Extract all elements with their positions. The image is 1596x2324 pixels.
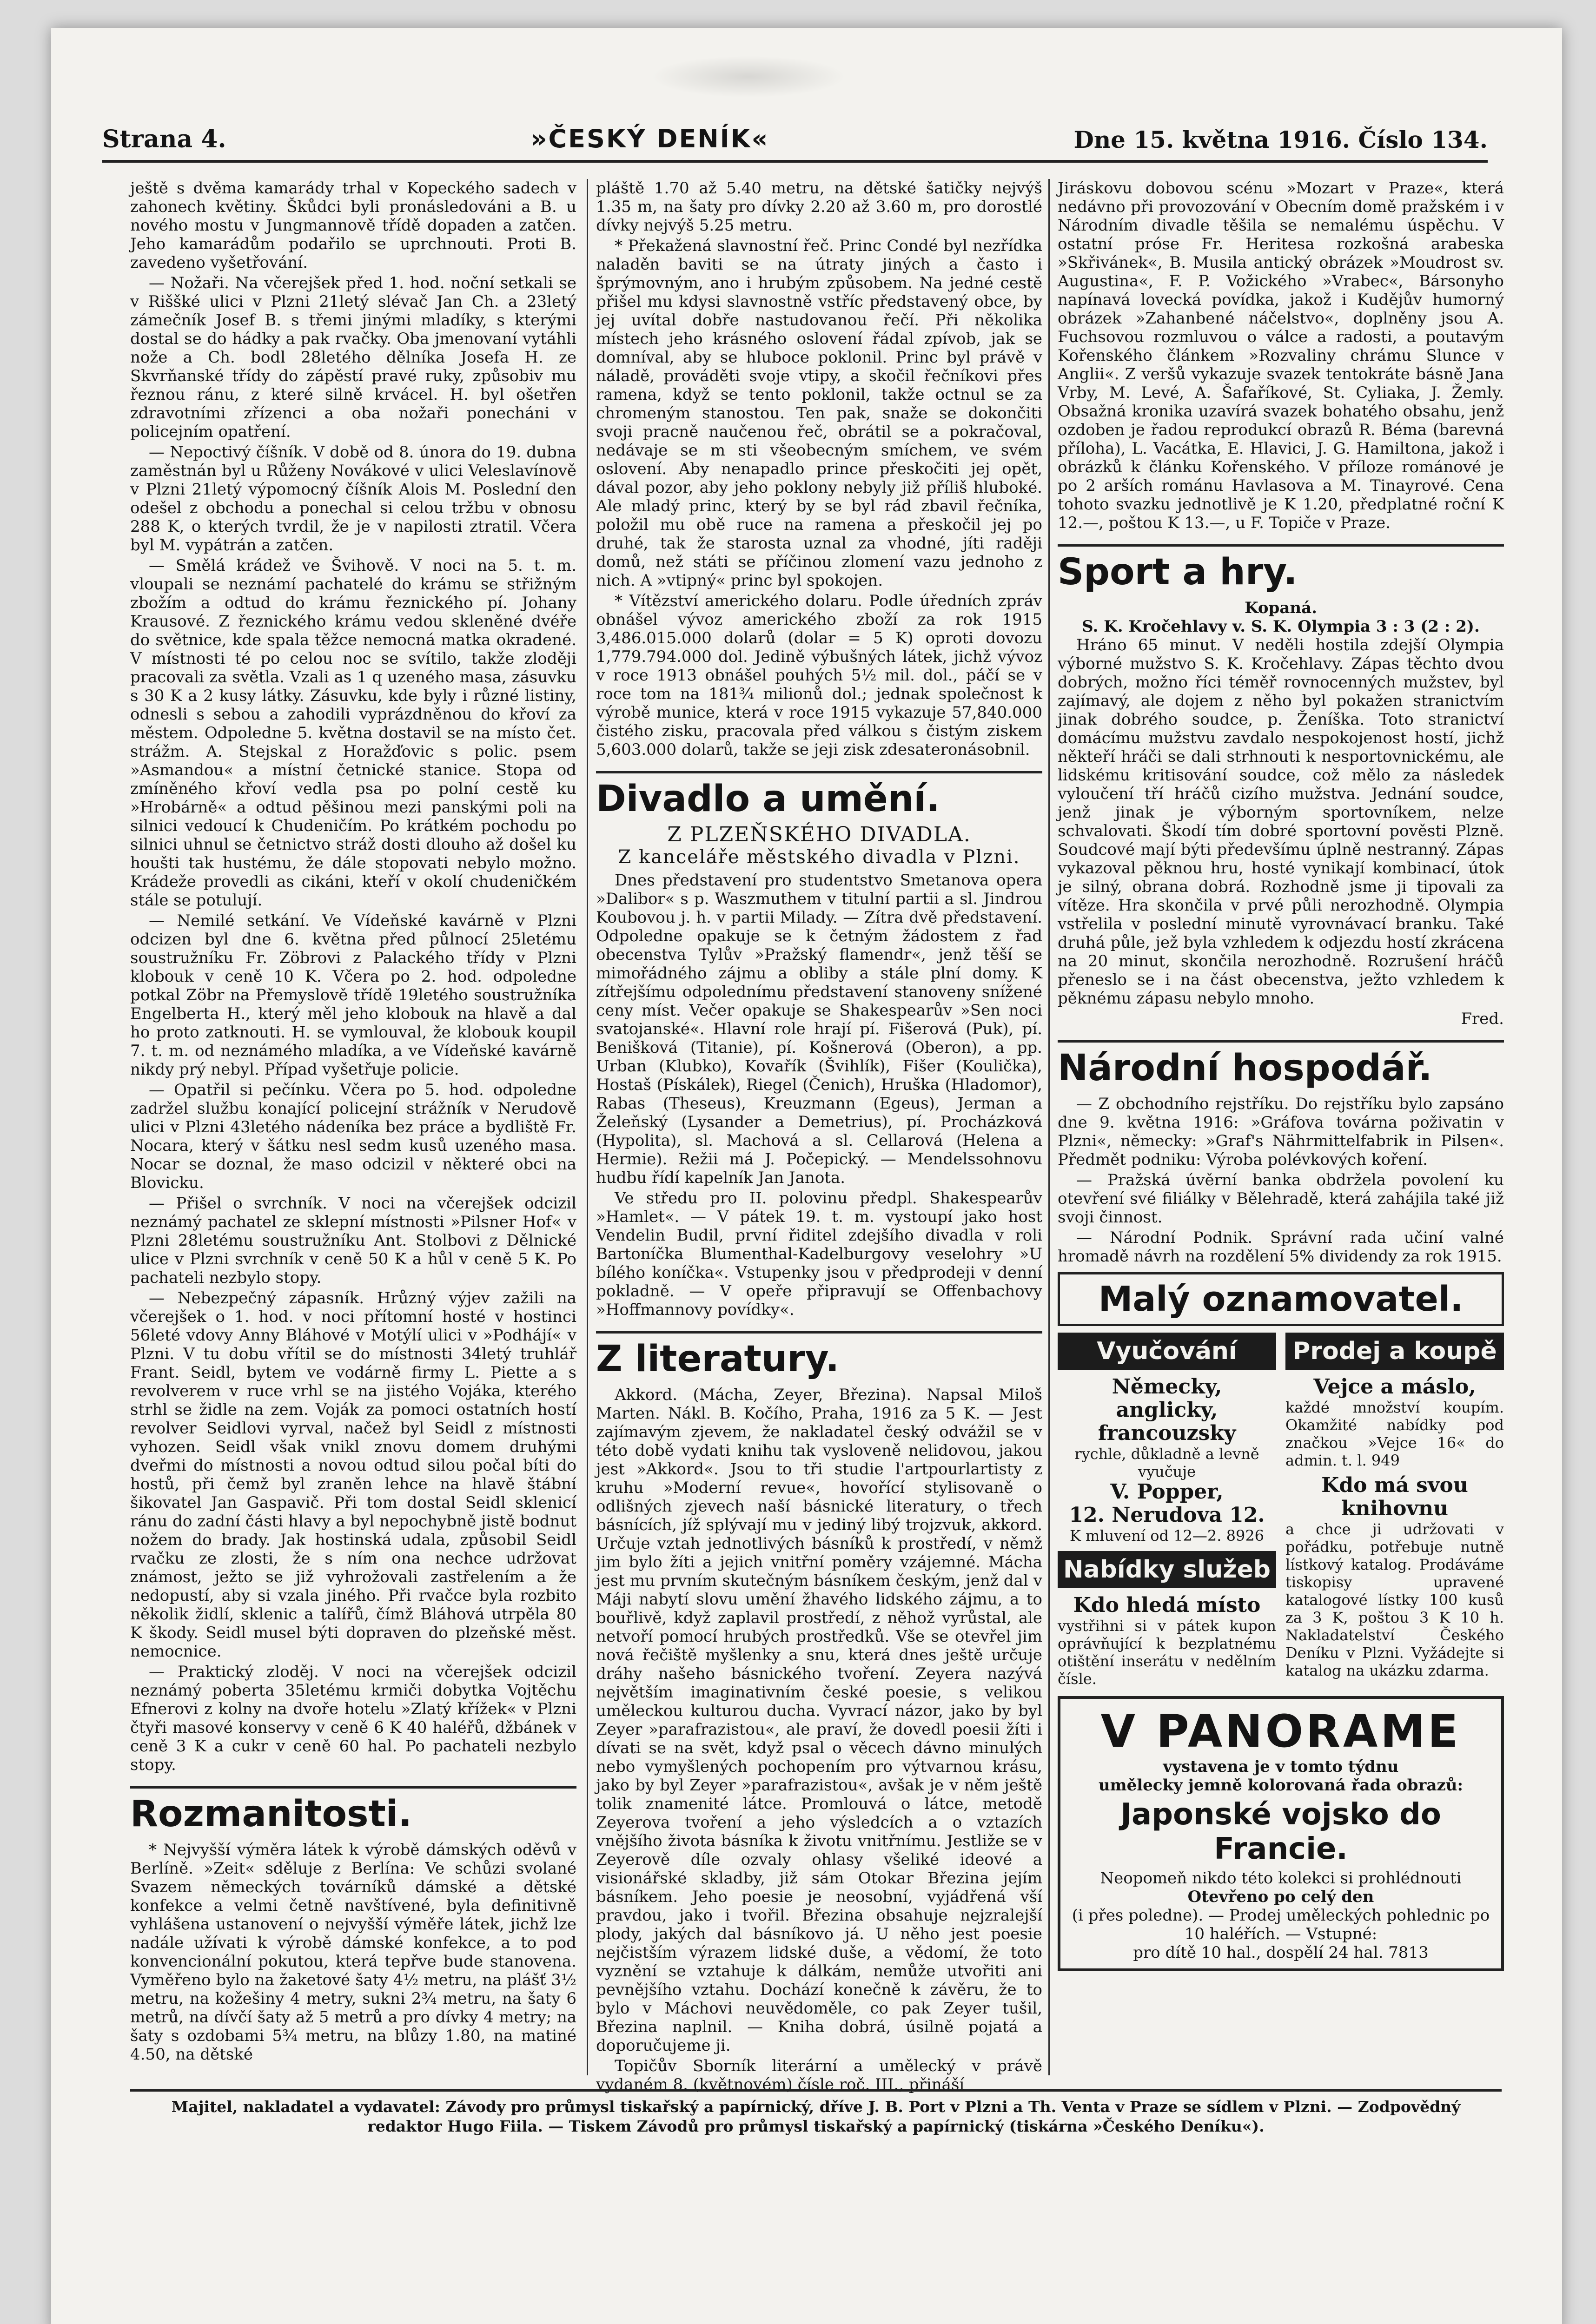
article-divadlo-streda: Ve středu pro II. polovinu předpl. Shakespearův »Hamlet«. — V pátek 19. t. m. vystoupí jako host Vendelin Budil, první řiditel zdejšího divadla v roli Bartoníčka Blumenthal-Kadelburgovy veselohry »U bílého koníčka«. Vstupenky jsou v předprodeji v denní pokladně. — V opeře připravují se Offenbachovy »Hoffmannovy povídky«. xyxy=(596,1189,1042,1319)
article-paragraph: ještě s dvěma kamarády trhal v Kopeckého sadech v zahonech květiny. Škůdci byli pronásledováni a B. u nového mostu v Jungmannově třídě dopaden a zatčen. Jeho kamarádům podařilo se uprchnouti. Proti B. zavedeno vyšetřování. xyxy=(130,179,576,272)
article-prisel-o-svrchnik: — Přišel o svrchník. V noci na včerejšek odcizil neznámý pachatel ze sklepní místnosti »Pilsner Hof« v Plzni 28letému soustružníku Ant. Stolbovi z Dělnické ulice v Plzni svrchník v ceně 50 K a hůl v ceně 5 K. Po pachateli nezbylo stopy. xyxy=(130,1194,576,1287)
section-heading-hospodar: Národní hospodář. xyxy=(1058,1040,1504,1089)
imprint-line: redaktor Hugo Fiila. — Tiskem Závodů pro průmysl tiskařský a papírnický (tiskárna »Českého Deníku«). xyxy=(367,2117,1265,2135)
section-heading-literatura: Z literatury. xyxy=(596,1331,1042,1380)
ad-library-text: a chce ji udržovati v pořádku, potřebuje nutně lístkový katalog. Prodáváme tiskopisy upravené katalogové lístky 100 kusů za 3 K, poštou 3 K 10 h. Nakladatelství Českého Deníku v Plzni. Vyžádejte si katalog na ukázku zdarma. xyxy=(1285,1520,1504,1679)
ad-category-vyucovani: Vyučování xyxy=(1058,1333,1276,1370)
article-prakticky-zlodej: — Praktický zloděj. V noci na včerejšek odcizil neznámý poberta 35letému krmiči dobytka Vojtěchu Efnerovi z kolny na dvoře hotelu »Zlatý křížek« v Plzni čtyři masové konservy v ceně 6 K 40 haléřů, džbánek v ceně 3 K a cukr v ceně 60 hal. Po pachateli nezbylo stopy. xyxy=(130,1663,576,1774)
section-heading-rozmanitosti: Rozmanitosti. xyxy=(130,1786,576,1835)
classifieds-row xyxy=(1058,1333,1504,1688)
ad-job-seeker-text: vystřihni si v pátek kupon oprávňující k bezplatnému otištění inserátu v nedělním čísle. xyxy=(1058,1617,1276,1688)
ad-category-nabidky-sluzeb: Nabídky služeb xyxy=(1058,1551,1276,1588)
article-smela-kradez: — Smělá krádež ve Švihově. V noci na 5. t. m. vloupali se neznámí pachatelé do krámu se střižným zbožím a odtud do krámu řeznického pí. Johany Krausové. Z řeznického krámu vedou skleněné dvéře do světnice, kde spala těžce nemocná matka okradené. V místnosti té po celou noc se svítilo, takže zloději pracovali za světla. Vzali as 1 q uzeného masa, zásuvku s 30 K a 2 kusy látky. Zásuvku, kde byly i různé listiny, odnesli s sebou a zahodili vyprázdněnou do křoví za městem. Odpoledne 5. května dostavil se na místo čet. strážm. A. Stejskal z Horažďovic s polic. psem »Asmandou« a místní četnické stanice. Stopa od zmíněného křoví vedla psa po polní cestě ku »Hrobárně« a odtud pěšinou mezi panskými poli na silnici vedoucí k Chudeničím. Po krátkém pochodu po silnici uhnul se četnictvo stráž dosti dlouho až došel ku houšti tak hustému, že dále stopovati nebylo možno. Krádeže provedli as cikáni, kteří v okolí chudeničkém stále se potulují. xyxy=(130,556,576,910)
subheading-kopana: Kopaná. xyxy=(1245,599,1317,617)
panorama-hours: Otevřeno po celý den xyxy=(1187,1888,1374,1906)
article-nemile-setkani: — Nemilé setkání. Ve Vídeňské kavárně v Plzni odcizen byl dne 6. května před půlnocí 25letému soustružníku Fr. Zöbrovi z Palackého třídy v Plzni klobouk v ceně 10 K. Včera po 2. hod. odpoledne potkal Zöbr na Přemyslově třídě 19letého soustružníka Engelberta H., který měl jeho klobouk na hlavě a dal ho proto zatknouti. H. se vymlouval, že klobouk koupil 7. t. m. od neznámého mladíka, a ve Vídeňské kavárně nikdy prý nebyl. Případ vyšetřuje policie. xyxy=(130,911,576,1079)
panorama-line: Neopomeň nikdo této kolekci si prohlédnouti xyxy=(1100,1869,1462,1888)
page-header xyxy=(102,119,1488,163)
article-narodni-podnik: — Národní Podnik. Správní rada učiní valné hromadě návrh na rozdělení 5% dividendy za rok 1915. xyxy=(1058,1228,1504,1266)
issue-date: Dne 15. května 1916. Číslo 134. xyxy=(1073,126,1488,153)
panorama-ad xyxy=(1058,1696,1504,1971)
author-signature: Fred. xyxy=(1461,1010,1504,1028)
article-akkord: Akkord. (Mácha, Zeyer, Březina). Napsal Miloš Marten. Nákl. B. Kočího, Praha, 1916 za 5 K. — Jest zajímavým zjevem, že nakladatel český odvážil se v této době vydati knihu tak vysloveně nelidovou, jakou jest »Akkord«. Jsou to tři studie l'artpourlartisty z kruhu »Moderní revue«, hovořící stylisovaně o odlišných zjevech naší básnické literatury, o třech básnících, jíž splývají mu v jediný libý trojzvuk, akkord. Určuje vztah jednotlivých básníků k prostředí, v němž jim bylo žíti a jejich vnitřní poměry vzájemné. Mácha jest mu prvním skutečným básníkem českým, jenž dal v Máji nabytí slovu umění žhavého lidského zájmu, a to bouřlivě, když zaplavil prostředí, z něhož vyrůstal, ale netvoří pomocí hrubých prostředků. Vše se otevřel jim nová řečiště myšlenky a snu, která dnes ještě určuje dráhy našeho básnického tvoření. Zeyera nazývá největším imaginativním české poesie, s velikou uměleckou kulturou ducha. Vyvrací názor, jako by byl Zeyer »parafrazistou«, ale praví, že dovedl poesii žíti i dívati se na svět, když psal o věcech dávno minulých nebo vymyšlených pochopením pro výtvarnou krásu, jako by byl Zeyer »parafrazistou«, avšak je v něm ještě tolik znamenité látce. Promlouvá o látce, metodě Zeyerova tvoření a jeho výsledcích a o vztazích vnějšího života básníka k životu vnitřnímu. Jestliže se v Zeyerově díle ozvaly ohlasy všeliké ideové a visionářské skladby, již sám Otokar Březina jejím básníkem. Jeho poesie je neosobní, vyjádřená vší pravdou, jako i tvořil. Březina obsahuje nejzralejší plody, jakých dal básníkovo já. U něho jest poesie nejčistším výrazem lidské duše, a vědomí, že toto vyznění se vztahuje k dálkám, nemůže utvořiti ani pevnějšího vztahu. Dochází konečně k závěru, že to bylo v Máchovi neuvědoměle, co pak Zeyer tušil, Březina naplnil. — Kniha dobrá, úsilně pojatá a doporučujeme ji. xyxy=(596,1386,1042,2055)
panorama-line: (i přes poledne). — Prodej uměleckých pohlednic po 10 haléřích. — Vstupné: xyxy=(1072,1906,1490,1943)
article-nejvyssi-vymera: * Nejvyšší výměra látek k výrobě dámských oděvů v Berlíně. »Zeit« sděluje z Berlína: Ve schůzi svolané Svazem německých továrníků dámské a dětské konfekce a velmi četně navštívené, byla definitivně vyhlášena ustanovení o nejvyšší výměře látek, jichž lze nadále užívati k výrobě dámské konfekce, a to pod konvencionální pokutou, která tepřve bude stanovena. Vyměřeno bylo na žaketové šaty 4½ metru, na plášť 3½ metru, na kožešiny 4 metry, sukni 2¾ metru, na šaty 6 metrů, na dívčí šaty až 5 metrů a pro dívky 4 metry; na šaty s ozdobami 5¾ metru, na blůzy 1.80, na matiné 4.50, na dětské xyxy=(130,1841,576,2064)
section-heading-sport: Sport a hry. xyxy=(1058,544,1504,593)
panorama-title: V PANORAME xyxy=(1100,1705,1461,1757)
article-paragraph: Jiráskovu dobovou scénu »Mozart v Praze«, která nedávno při provozování v Obecním domě pražském i v Národním divadle těšila se nemalému úspěchu. V ostatní próse Fr. Heritesa rozkošná arabeska »Skřivánek«, B. Musila antický obrázek »Moudrost sv. Augustina«, F. P. Vožického »Vrabec«, Bársonyho napínavá lovecká povídka, jakož i Kudějův humorný obrázek »Zahanbené náčelstvo«, doplněny jsou A. Fuchsovou rozmluvou o válce a radosti, a poutavým Kořenského článkem »Rozvaliny chrámu Slunce v Anglii«. Z veršů vykazuje svazek tentokráte básně Jana Vrby, M. Levé, A. Šafaříkové, St. Cyliaka, J. Žemly. Obsažná kronika uzavírá svazek bohatého obsahu, jenž ozdoben je řadou reprodukcí obrazů R. Béma (barevná příloha), L. Vacátka, E. Hlavici, J. G. Hamiltona, jakož i obrázků k článku Kořenského. V příloze románové je po 2 arších románu Havlasova a M. Tinayrové. Cena tohoto svazku jednotlivě je K 1.20, předplatné roční K 12.—, poštou K 13.—, u F. Topiče v Praze. xyxy=(1058,179,1504,532)
article-nepoctivy-cisnik: — Nepoctivý číšník. V době od 8. února do 19. dubna zaměstnán byl u Růženy Novákové v ulici Veleslavínově v Plzni 21letý výpomocný číšník Alois M. Poslední den odešel z obchodu a ponechal si celou tržbu v obnosu 288 K, o kterých tvrdil, že je v napilosti ztratil. Včera byl M. vypátrán a zatčen. xyxy=(130,443,576,555)
article-match-report: Hráno 65 minut. V neděli hostila zdejší Olympia výborné mužstvo S. K. Kročehlavy. Zápas těchto dvou dobrých, možno říci téměř rovnocenných mužstev, byl zajímavý, ale dojem z něho byl pokažen stranictvím jinak dobrého soudce, p. Ženíška. Toto stranictví domácímu mužstvu zavdalo nespokojenost hostí, jichž někteří hráči se dali strhnouti k nesportovnickému, ale lidskému kritisování soudce, což mělo za následek vyloučení tří hráčů cizího mužstva. Jednání soudce, jenž jinak je výborným sportovníkem, nelze schvalovati. Škodí tím dobré sportovní pověsti Plzně. Soudcové mají býti předevšímu úplně nestranný. Zápas vykazoval pěknou hru, hosté vynikají kombinací, útok je silný, obrana dobrá. Rozhodně jsme ji tipovali za vítěze. Hra skončila v prvé půli nerozhodně. Olympia vstřelila v poslední minutě vyrovnávací branku. Také druhá půle, jež byla vzhledem k odjezdu hostí zkrácena na 20 minut, skončila nerozhodně. Rozrušení hráčů přeneslo se i na část obecenstva, ježto vzhledem k pěknému zápasu nebylo mnoho. xyxy=(1058,636,1504,1008)
column-1 xyxy=(130,179,576,2075)
ad-teacher-address: 12. Nerudova 12. xyxy=(1069,1503,1265,1527)
ad-column-left xyxy=(1058,1333,1276,1688)
imprint-footer xyxy=(130,2089,1502,2136)
article-opatril-si-pecinku: — Opatřil si pečínku. Včera po 5. hod. odpoledne zadržel službu konající policejní strážník v Nerudově ulici v Plzni 43letého nádeníka bez práce a bydliště Fr. Nocara, který v šátku nesl sedm kusů uzeného masa. Nocar se doznal, že maso odcizil v některé obci na Blovicku. xyxy=(130,1081,576,1192)
panorama-prices: pro dítě 10 hal., dospělí 24 hal. 7813 xyxy=(1133,1943,1429,1962)
ad-languages-text: rychle, důkladně a levně vyučuje xyxy=(1074,1445,1259,1480)
newspaper-title: »ČESKÝ DENÍK« xyxy=(530,124,769,153)
article-vitezstvi-dolaru: * Vítězství amerického dolaru. Podle úředních zpráv obnášel vývoz amerického zboží za rok 1915 3,486.015.000 dolarů (dolar = 5 K) oproti dovozu 1,779.794.000 dol. Jedině výbušných látek, jichž vývoz v roce 1913 obnášel pouhých 5½ mil. dol., páčí se v roce tom na 181¾ milionů dol.; jednak společnost k výrobě munice, která v roce 1915 vykazuje 57,840.000 čistého zisku, pracovala před válkou s čistým ziskem 5,603.000 dolarů, takže se jeji zisk zdesateronásobnil. xyxy=(596,592,1042,759)
ad-teacher-name: V. Popper, xyxy=(1110,1480,1224,1504)
article-nozari: — Nožaři. Na včerejšek před 1. hod. noční setkali se v Riššké ulici v Plzni 21letý slévač Jan Ch. a 23letý zámečník Josef B. s třemi jinými mladíky, s kterými dostal se do hádky a pak rvačky. Oba jmenovaní vytáhli nože a Ch. bodl 28letého dělníka Josefa H. ze Skvrňanské třídy do zápěstí pravé ruky, způsobiv mu řeznou ránu, z které silně krvácel. H. byl ošetřen zdravotními zřízenci a oba nožaři ponecháni v policejním opatření. xyxy=(130,274,576,441)
article-paragraph: pláště 1.70 až 5.40 metru, na dětské šatičky nejvýš 1.35 m, na šaty pro dívky 2.20 až 3.60 m, pro dorostlé dívky nejvýš 5.25 metru. xyxy=(596,179,1042,235)
imprint-line: Majitel, nakladatel a vydavatel: Závody pro průmysl tiskařský a papírnický, dříve J. B. Port v Plzni a Th. Venta v Praze se sídlem v Plzni. — Zodpovědný xyxy=(171,2098,1461,2116)
ad-eggs-butter-text: každé množství koupím. Okamžité nabídky pod značkou »Vejce 16« do admin. t. l. 949 xyxy=(1285,1399,1504,1469)
ad-languages: Německy, anglicky, francouzsky xyxy=(1098,1375,1236,1445)
section-heading-divadlo: Divadlo a umění. xyxy=(596,771,1042,820)
paper-stain xyxy=(651,56,846,98)
ad-eggs-butter: Vejce a máslo, xyxy=(1313,1375,1476,1399)
page-number: Strana 4. xyxy=(102,125,226,153)
subheading-plzenske-divadlo: Z PLZEŇSKÉHO DIVADLA. xyxy=(667,823,971,846)
match-result: S. K. Kročehlavy v. S. K. Olympia 3 : 3 (2 : 2). xyxy=(1082,617,1480,636)
column-divider xyxy=(1048,179,1050,2075)
column-3 xyxy=(1058,179,1504,2075)
article-obchodni-rejstrik: — Z obchodního rejstříku. Do rejstříku bylo zapsáno dne 9. května 1916: »Gráfova továrna poživatin v Plzni«, německy: »Graf's Nährmittelfabrik in Pilsen«. Předmět podniku: Výroba polévkových koření. xyxy=(1058,1095,1504,1169)
subheading-kancelar: Z kanceláře městského divadla v Plzni. xyxy=(618,846,1020,868)
column-divider xyxy=(587,179,588,2075)
ad-column-right xyxy=(1285,1333,1504,1688)
classifieds-heading: Malý oznamovatel. xyxy=(1058,1272,1504,1326)
panorama-feature: Japonské vojsko do Francie. xyxy=(1120,1797,1441,1866)
ad-job-seeker-title: Kdo hledá místo xyxy=(1073,1593,1261,1617)
article-divadlo-program: Dnes představení pro studentstvo Smetanova opera »Dalibor« s p. Waszmuthem v titulní partii a sl. Jindrou Koubovou j. h. v partii Milady. — Zítra dvě představení. Odpoledne opakuje se k četným žádostem z řad obecenstva Tylův »Pražský flamendr«, jenž těší se mimořádného zájmu a obliby a stále plní domy. K zítřejšímu odpolednímu představení stanoveny snížené ceny míst. Večer opakuje se Shakespearův »Sen noci svatojanské«. Hlavní role hrají pí. Fišerová (Puk), pí. Benišková (Titanie), pí. Košnerová (Oberon), a pp. Urban (Klubko), Kovařík (Švihlík), Fišer (Koulička), Hostaš (Pískálek), Riegel (Čenich), Hruška (Hladomor), Rabas (Theseus), Kreuzmann (Egeus), Jerman a Želeňský (Lysander a Demetrius), pí. Procházková (Hypolita), sl. Machová a sl. Cellarová (Helena a Hermie). Režii má J. Počepický. — Mendelssohnovu hudbu řídí kapelník Jan Janota. xyxy=(596,871,1042,1187)
article-prekazena-rec: * Překažená slavnostní řeč. Princ Condé byl nezřídka naladěn baviti se na útraty jiných a často i šprýmovným, ano i hrubým způsobem. Na jedné cestě přišel mu kdysi slavnostně vstříc představený obce, by jej uvítal dobře nastudovanou řečí. Při několika místech jeho krásného oslovení řádal zpívob, jak se domníval, aby se hluboce poklonil. Princ byl právě v náladě, prováděti svoje vtipy, a skočil řečníkovi přes ramena, když se tento poklonil, takže octnul se za chromeným stanostou. Ten pak, snaže se dokončiti svoji pracně naučenou řeč, obrátil se a pokračoval, nedávaje se m sti všeobecným smíchem, ve svém oslovení. Aby nenapadlo prince přeskočiti jej opět, dával pozor, aby jeho poklony nebyly již příliš hluboké. Ale mladý princ, který by se byl rád zbavil řečníka, položil mu obě ruce na ramena a přeskočil jej po druhé, tak že starosta uznal za vhodné, jíti raději domů, než státi se příčinou zlomení vazu jednoho z nich. A »vtipný« princ byl spokojen. xyxy=(596,237,1042,590)
ad-category-prodej-koupe: Prodej a koupě xyxy=(1285,1333,1504,1370)
panorama-line: vystavena je v tomto týdnu xyxy=(1163,1757,1399,1776)
article-nebezpecny-zapasnik: — Nebezpečný zápasník. Hrůzný výjev zažili na včerejšek o 1. hod. v noci přítomní hosté v hostinci 56leté vdovy Anny Bláhové v Motýlí ulici v »Podhájí« v Plzni. V tu dobu vřítil se do místnosti 34letý truhlář Frant. Seidl, bytem ve vodárně firmy L. Piette a s revolverem v ruce vrhl se na jistého Vojáka, kterého strhl se židle na zem. Voják za pomoci ostatních hostí revolver Seidlovi vyrval, načež byl Seidl z místnosti vyhozen. Seidl však vnikl znovu domem druhými dveřmi do místnosti a novou odtud silou počal bíti do hostů, při čemž byl zraněn lehce na hlavě štábní šikovatel Jan Gaspavič. Při tom dostal Seidl sklenicí ránu do zadní části hlavy a byl nepochybně jistě bodnut nožem do brady. Jak hostinská udala, způsobil Seidl rvačku ze zlosti, že s ním ona nechce udržovat známost, ježto se již vyhrožovali zastřelením a že nedopustí, aby si vzala jiného. Při rvačce byla rozbito několik židlí, sklenic a talířů, čímž Bláhová utrpěla 80 K škody. Seidl musel býti dopraven do plzeňské měst. nemocnice. xyxy=(130,1289,576,1661)
ad-library-title: Kdo má svou knihovnu xyxy=(1321,1473,1468,1520)
article-topicuv-sbornik: Topičův Sborník literární a umělecký v právě vydaném 8. (květnovém) čísle roč. III., přináší xyxy=(596,2057,1042,2094)
article-uverni-banka: — Pražská úvěrní banka obdržela povolení ku otevření své filiálky v Bělehradě, která zahájila také již svoji činnost. xyxy=(1058,1171,1504,1227)
column-2 xyxy=(596,179,1042,2094)
panorama-line: umělecky jemně kolorovaná řada obrazů: xyxy=(1098,1776,1464,1795)
ad-teacher-hours: K mluvení od 12—2. 8926 xyxy=(1069,1527,1265,1545)
